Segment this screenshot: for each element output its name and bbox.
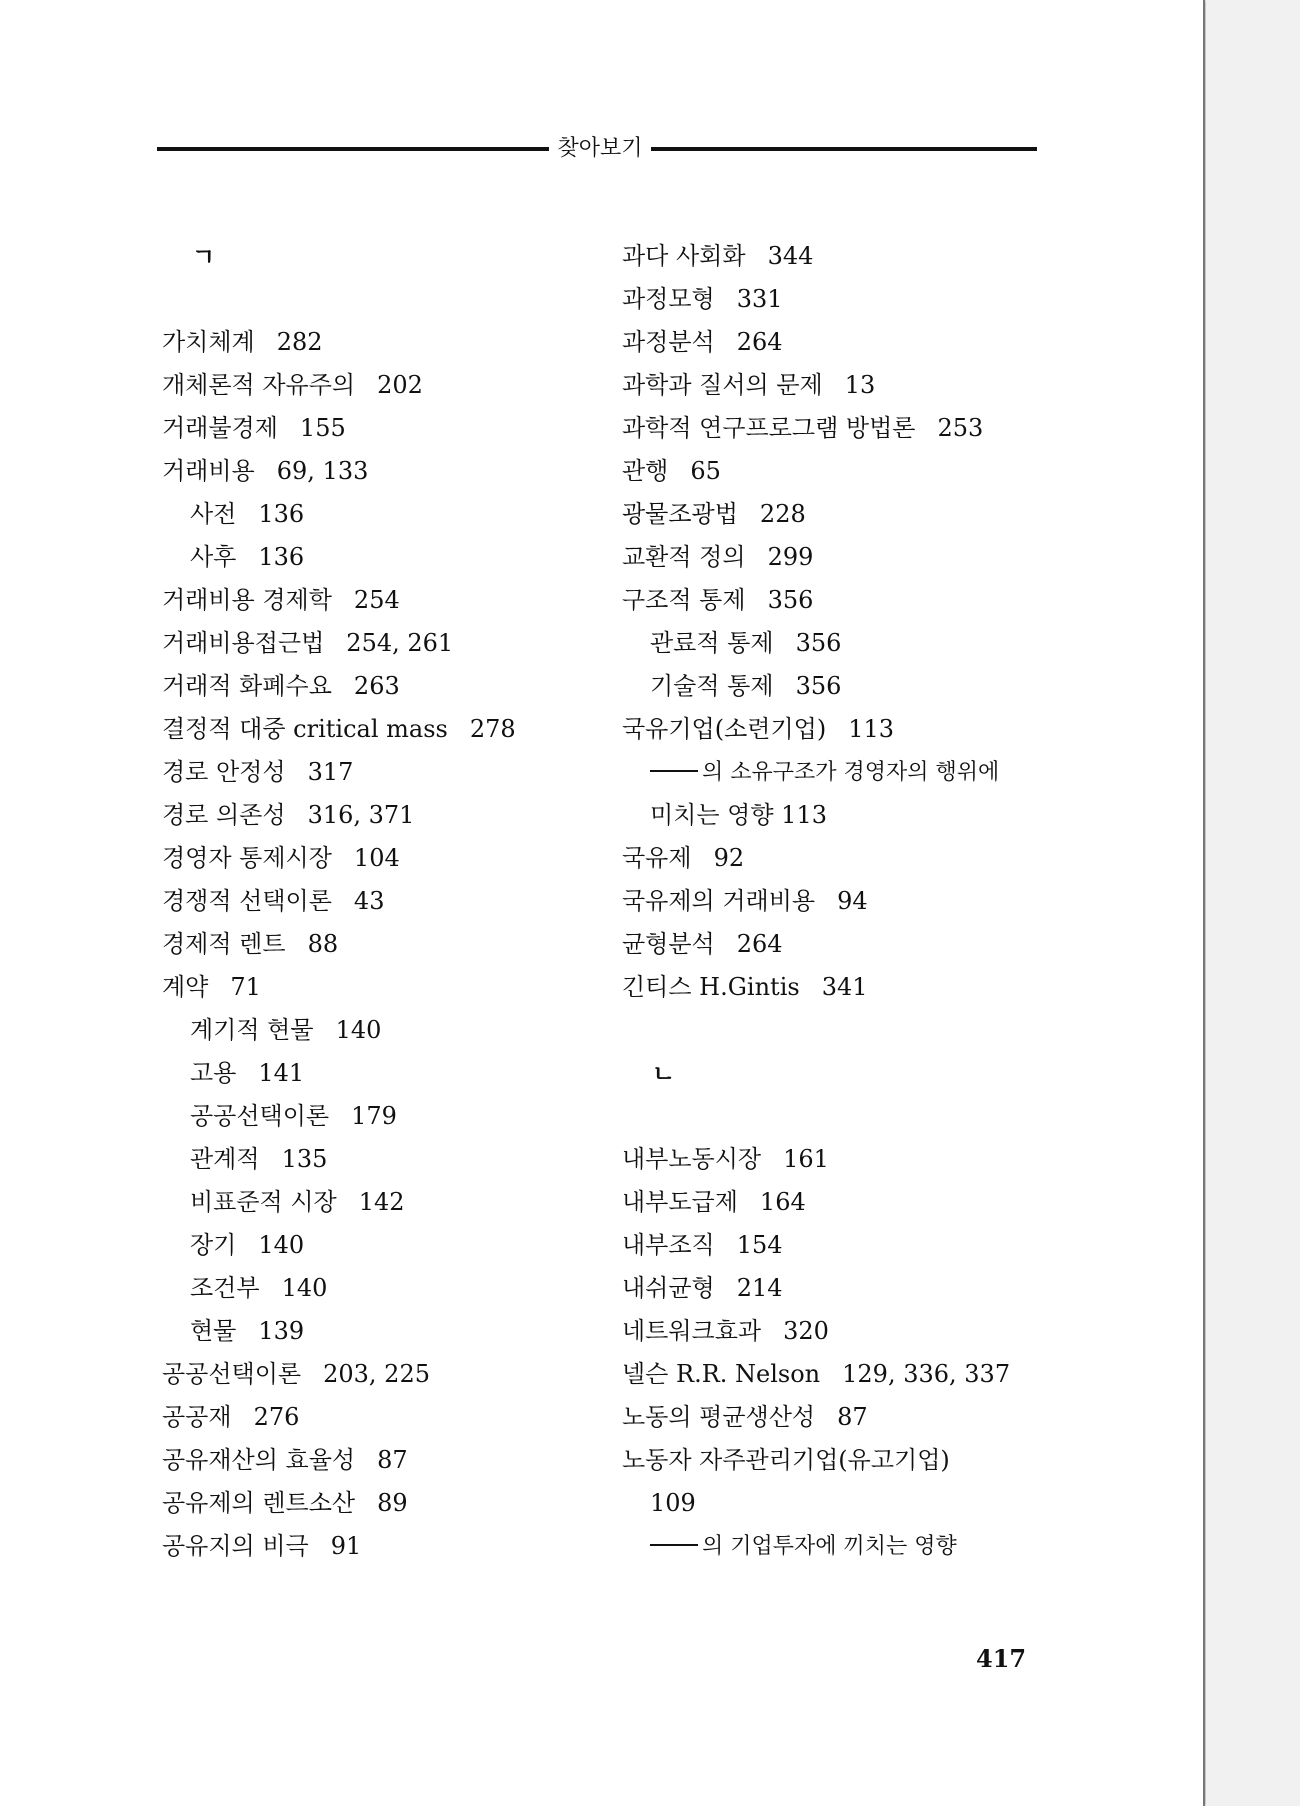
index-entry <box>162 880 592 923</box>
index-term: 현물 <box>190 1317 237 1345</box>
index-entry <box>162 321 592 364</box>
index-pages: 299 <box>767 543 814 571</box>
index-term: 사후 <box>190 543 237 571</box>
index-subentry <box>162 1095 592 1138</box>
index-term: 내부도급제 <box>622 1188 738 1216</box>
index-term: 공유제의 렌트소산 <box>162 1489 356 1517</box>
header-rule-right <box>651 147 1037 151</box>
index-term: 의 기업투자에 끼치는 영향 <box>702 1534 957 1559</box>
index-entry <box>622 923 1072 966</box>
index-pages: 263 <box>353 672 400 700</box>
index-continuation <box>622 794 1072 837</box>
index-term: 내부조직 <box>622 1231 715 1259</box>
index-term: 거래비용 경제학 <box>162 586 332 614</box>
index-pages: 87 <box>377 1446 408 1474</box>
index-entry <box>622 837 1072 880</box>
index-pages: 179 <box>351 1102 397 1130</box>
index-pages: 331 <box>736 285 783 313</box>
index-pages: 13 <box>844 371 876 399</box>
index-entry <box>622 407 1072 450</box>
index-term: 균형분석 <box>622 930 715 958</box>
index-entry <box>622 1310 1072 1353</box>
index-entry <box>622 278 1072 321</box>
index-entry <box>622 321 1072 364</box>
page-number: 417 <box>976 1644 1027 1673</box>
index-pages: 316, 371 <box>307 801 415 829</box>
index-entry <box>162 407 592 450</box>
index-entry <box>622 579 1072 622</box>
index-entry <box>622 1267 1072 1310</box>
index-term: 내쉬균형 <box>622 1274 715 1302</box>
index-entry <box>162 622 592 665</box>
index-subentry <box>622 622 1072 665</box>
index-entry <box>162 1396 592 1439</box>
index-term: 가치체계 <box>162 328 255 356</box>
index-entry <box>622 1224 1072 1267</box>
index-term: 과학과 질서의 문제 <box>622 371 823 399</box>
index-term: 공공선택이론 <box>162 1360 302 1388</box>
index-entry <box>622 364 1072 407</box>
index-pages: 264 <box>736 930 783 958</box>
index-entry <box>162 665 592 708</box>
index-term: 결정적 대중 critical mass <box>162 715 448 743</box>
index-pages: 109 <box>650 1489 696 1517</box>
index-term: 과정모형 <box>622 285 715 313</box>
index-pages: 69, 133 <box>276 457 369 485</box>
index-entry <box>162 966 592 1009</box>
index-term: 거래비용 <box>162 457 255 485</box>
index-spacer <box>622 1095 1072 1138</box>
index-subentry <box>162 1181 592 1224</box>
index-pages: 140 <box>281 1274 328 1302</box>
index-term: 공공재 <box>162 1403 232 1431</box>
index-pages: 113 <box>848 715 895 743</box>
index-term: 네트워크효과 <box>622 1317 762 1345</box>
index-term: 거래적 화폐수요 <box>162 672 332 700</box>
index-entry <box>162 1353 592 1396</box>
index-term: 관료적 통제 <box>650 629 774 657</box>
index-pages: 254, 261 <box>346 629 454 657</box>
index-term: 비표준적 시장 <box>190 1188 337 1216</box>
index-entry <box>162 1525 592 1568</box>
index-pages: 202 <box>377 371 423 399</box>
index-entry <box>622 1181 1072 1224</box>
index-pages: 89 <box>377 1489 408 1517</box>
index-pages: 264 <box>736 328 783 356</box>
index-term: 경로 의존성 <box>162 801 286 829</box>
index-pages: 140 <box>335 1016 382 1044</box>
index-entry <box>622 966 1072 1009</box>
index-pages: 203, 225 <box>323 1360 430 1388</box>
index-term: 관행 <box>622 457 669 485</box>
index-term: 장기 <box>190 1231 237 1259</box>
index-entry <box>162 923 592 966</box>
index-pages: 91 <box>330 1532 362 1560</box>
index-pages: 141 <box>258 1059 305 1087</box>
index-entry <box>622 1396 1072 1439</box>
index-pages: 320 <box>783 1317 829 1345</box>
index-subentry-dash <box>622 1525 1072 1568</box>
index-pages: 92 <box>713 844 745 872</box>
index-subentry <box>162 1138 592 1181</box>
index-entry <box>162 1439 592 1482</box>
index-term: 거래불경제 <box>162 414 278 442</box>
index-pages: 94 <box>837 887 868 915</box>
index-term: 넬슨 R.R. Nelson <box>622 1360 821 1388</box>
index-pages: 317 <box>307 758 354 786</box>
index-pages: 356 <box>767 586 814 614</box>
index-term: 국유제 <box>622 844 692 872</box>
index-term: 사전 <box>190 500 237 528</box>
index-subentry <box>162 1052 592 1095</box>
index-term: 광물조광법 <box>622 500 738 528</box>
index-subentry <box>162 1224 592 1267</box>
index-pages: 142 <box>358 1188 405 1216</box>
index-pages: 104 <box>353 844 400 872</box>
running-head <box>157 132 1037 166</box>
index-pages: 88 <box>307 930 339 958</box>
index-subentry <box>162 1267 592 1310</box>
index-term: 국유기업(소련기업) <box>622 715 827 743</box>
index-subentry <box>162 536 592 579</box>
index-term: 개체론적 자유주의 <box>162 371 356 399</box>
index-pages: 276 <box>253 1403 300 1431</box>
index-term: 공공선택이론 <box>190 1102 330 1130</box>
index-continuation <box>622 1482 1072 1525</box>
index-entry <box>162 1482 592 1525</box>
index-pages: 278 <box>469 715 516 743</box>
page-title: 찾아보기 <box>557 136 643 161</box>
index-pages: 135 <box>281 1145 328 1173</box>
index-term: 조건부 <box>190 1274 260 1302</box>
index-entry <box>622 235 1072 278</box>
index-pages: 356 <box>795 629 842 657</box>
index-pages: 71 <box>230 973 261 1001</box>
index-term: 구조적 통제 <box>622 586 746 614</box>
index-pages: 214 <box>736 1274 783 1302</box>
index-term: 공유지의 비극 <box>162 1532 309 1560</box>
index-term: 경제적 렌트 <box>162 930 286 958</box>
index-term: 노동자 자주관리기업(유고기업) <box>622 1446 950 1474</box>
index-pages: 140 <box>258 1231 305 1259</box>
index-term: 과다 사회화 <box>622 242 746 270</box>
index-section-letter: ㄱ <box>192 242 216 271</box>
index-entry <box>622 1353 1072 1396</box>
index-entry <box>162 837 592 880</box>
index-pages: 미치는 영향 113 <box>650 801 827 829</box>
index-pages: 254 <box>353 586 400 614</box>
index-entry <box>622 1138 1072 1181</box>
index-pages: 139 <box>258 1317 305 1345</box>
index-term: 의 소유구조가 경영자의 행위에 <box>702 760 1000 785</box>
index-subentry <box>162 493 592 536</box>
index-pages: 129, 336, 337 <box>842 1360 1011 1388</box>
index-entry <box>162 794 592 837</box>
index-pages: 161 <box>783 1145 829 1173</box>
index-term: 교환적 정의 <box>622 543 746 571</box>
index-pages: 136 <box>258 500 305 528</box>
index-term: 경영자 통제시장 <box>162 844 332 872</box>
index-pages: 253 <box>937 414 984 442</box>
header-rule-left <box>157 147 549 151</box>
index-entry <box>622 880 1072 923</box>
index-entry <box>162 751 592 794</box>
index-section-letter: ㄴ <box>652 1059 676 1088</box>
index-term: 과정분석 <box>622 328 715 356</box>
index-subentry <box>162 1310 592 1353</box>
index-term: 고용 <box>190 1059 237 1087</box>
index-subentry-dash <box>622 751 1072 794</box>
index-entry <box>622 708 1072 751</box>
dash-mark <box>650 770 698 772</box>
index-entry <box>162 708 592 751</box>
index-entry <box>622 536 1072 579</box>
index-pages: 65 <box>690 457 721 485</box>
viewer-background <box>1206 0 1300 1806</box>
index-entry <box>162 364 592 407</box>
index-pages: 228 <box>759 500 806 528</box>
index-term: 공유재산의 효율성 <box>162 1446 356 1474</box>
index-pages: 154 <box>736 1231 783 1259</box>
index-subentry <box>162 1009 592 1052</box>
index-entry <box>162 579 592 622</box>
index-spacer <box>622 1009 1072 1052</box>
index-term: 기술적 통제 <box>650 672 774 700</box>
index-spacer <box>162 278 592 321</box>
index-term: 국유제의 거래비용 <box>622 887 816 915</box>
index-pages: 344 <box>767 242 814 270</box>
index-column-right <box>622 235 1072 1568</box>
index-entry <box>162 450 592 493</box>
index-pages: 136 <box>258 543 305 571</box>
index-pages: 282 <box>276 328 323 356</box>
index-pages: 87 <box>837 1403 868 1431</box>
index-pages: 155 <box>299 414 346 442</box>
index-term: 계기적 현물 <box>190 1016 314 1044</box>
index-column-left <box>162 235 592 1568</box>
index-pages: 164 <box>759 1188 806 1216</box>
index-term: 경쟁적 선택이론 <box>162 887 332 915</box>
index-term: 노동의 평균생산성 <box>622 1403 816 1431</box>
index-pages: 356 <box>795 672 842 700</box>
index-term: 관계적 <box>190 1145 260 1173</box>
index-term: 경로 안정성 <box>162 758 286 786</box>
index-term: 긴티스 H.Gintis <box>622 973 800 1001</box>
dash-mark <box>650 1544 698 1546</box>
index-entry <box>622 493 1072 536</box>
index-term: 거래비용접근법 <box>162 629 325 657</box>
index-entry <box>622 450 1072 493</box>
index-subentry <box>622 665 1072 708</box>
index-term: 과학적 연구프로그램 방법론 <box>622 414 916 442</box>
index-term: 계약 <box>162 973 209 1001</box>
index-term: 내부노동시장 <box>622 1145 762 1173</box>
index-entry <box>622 1439 1072 1482</box>
index-pages: 341 <box>821 973 868 1001</box>
index-pages: 43 <box>353 887 385 915</box>
